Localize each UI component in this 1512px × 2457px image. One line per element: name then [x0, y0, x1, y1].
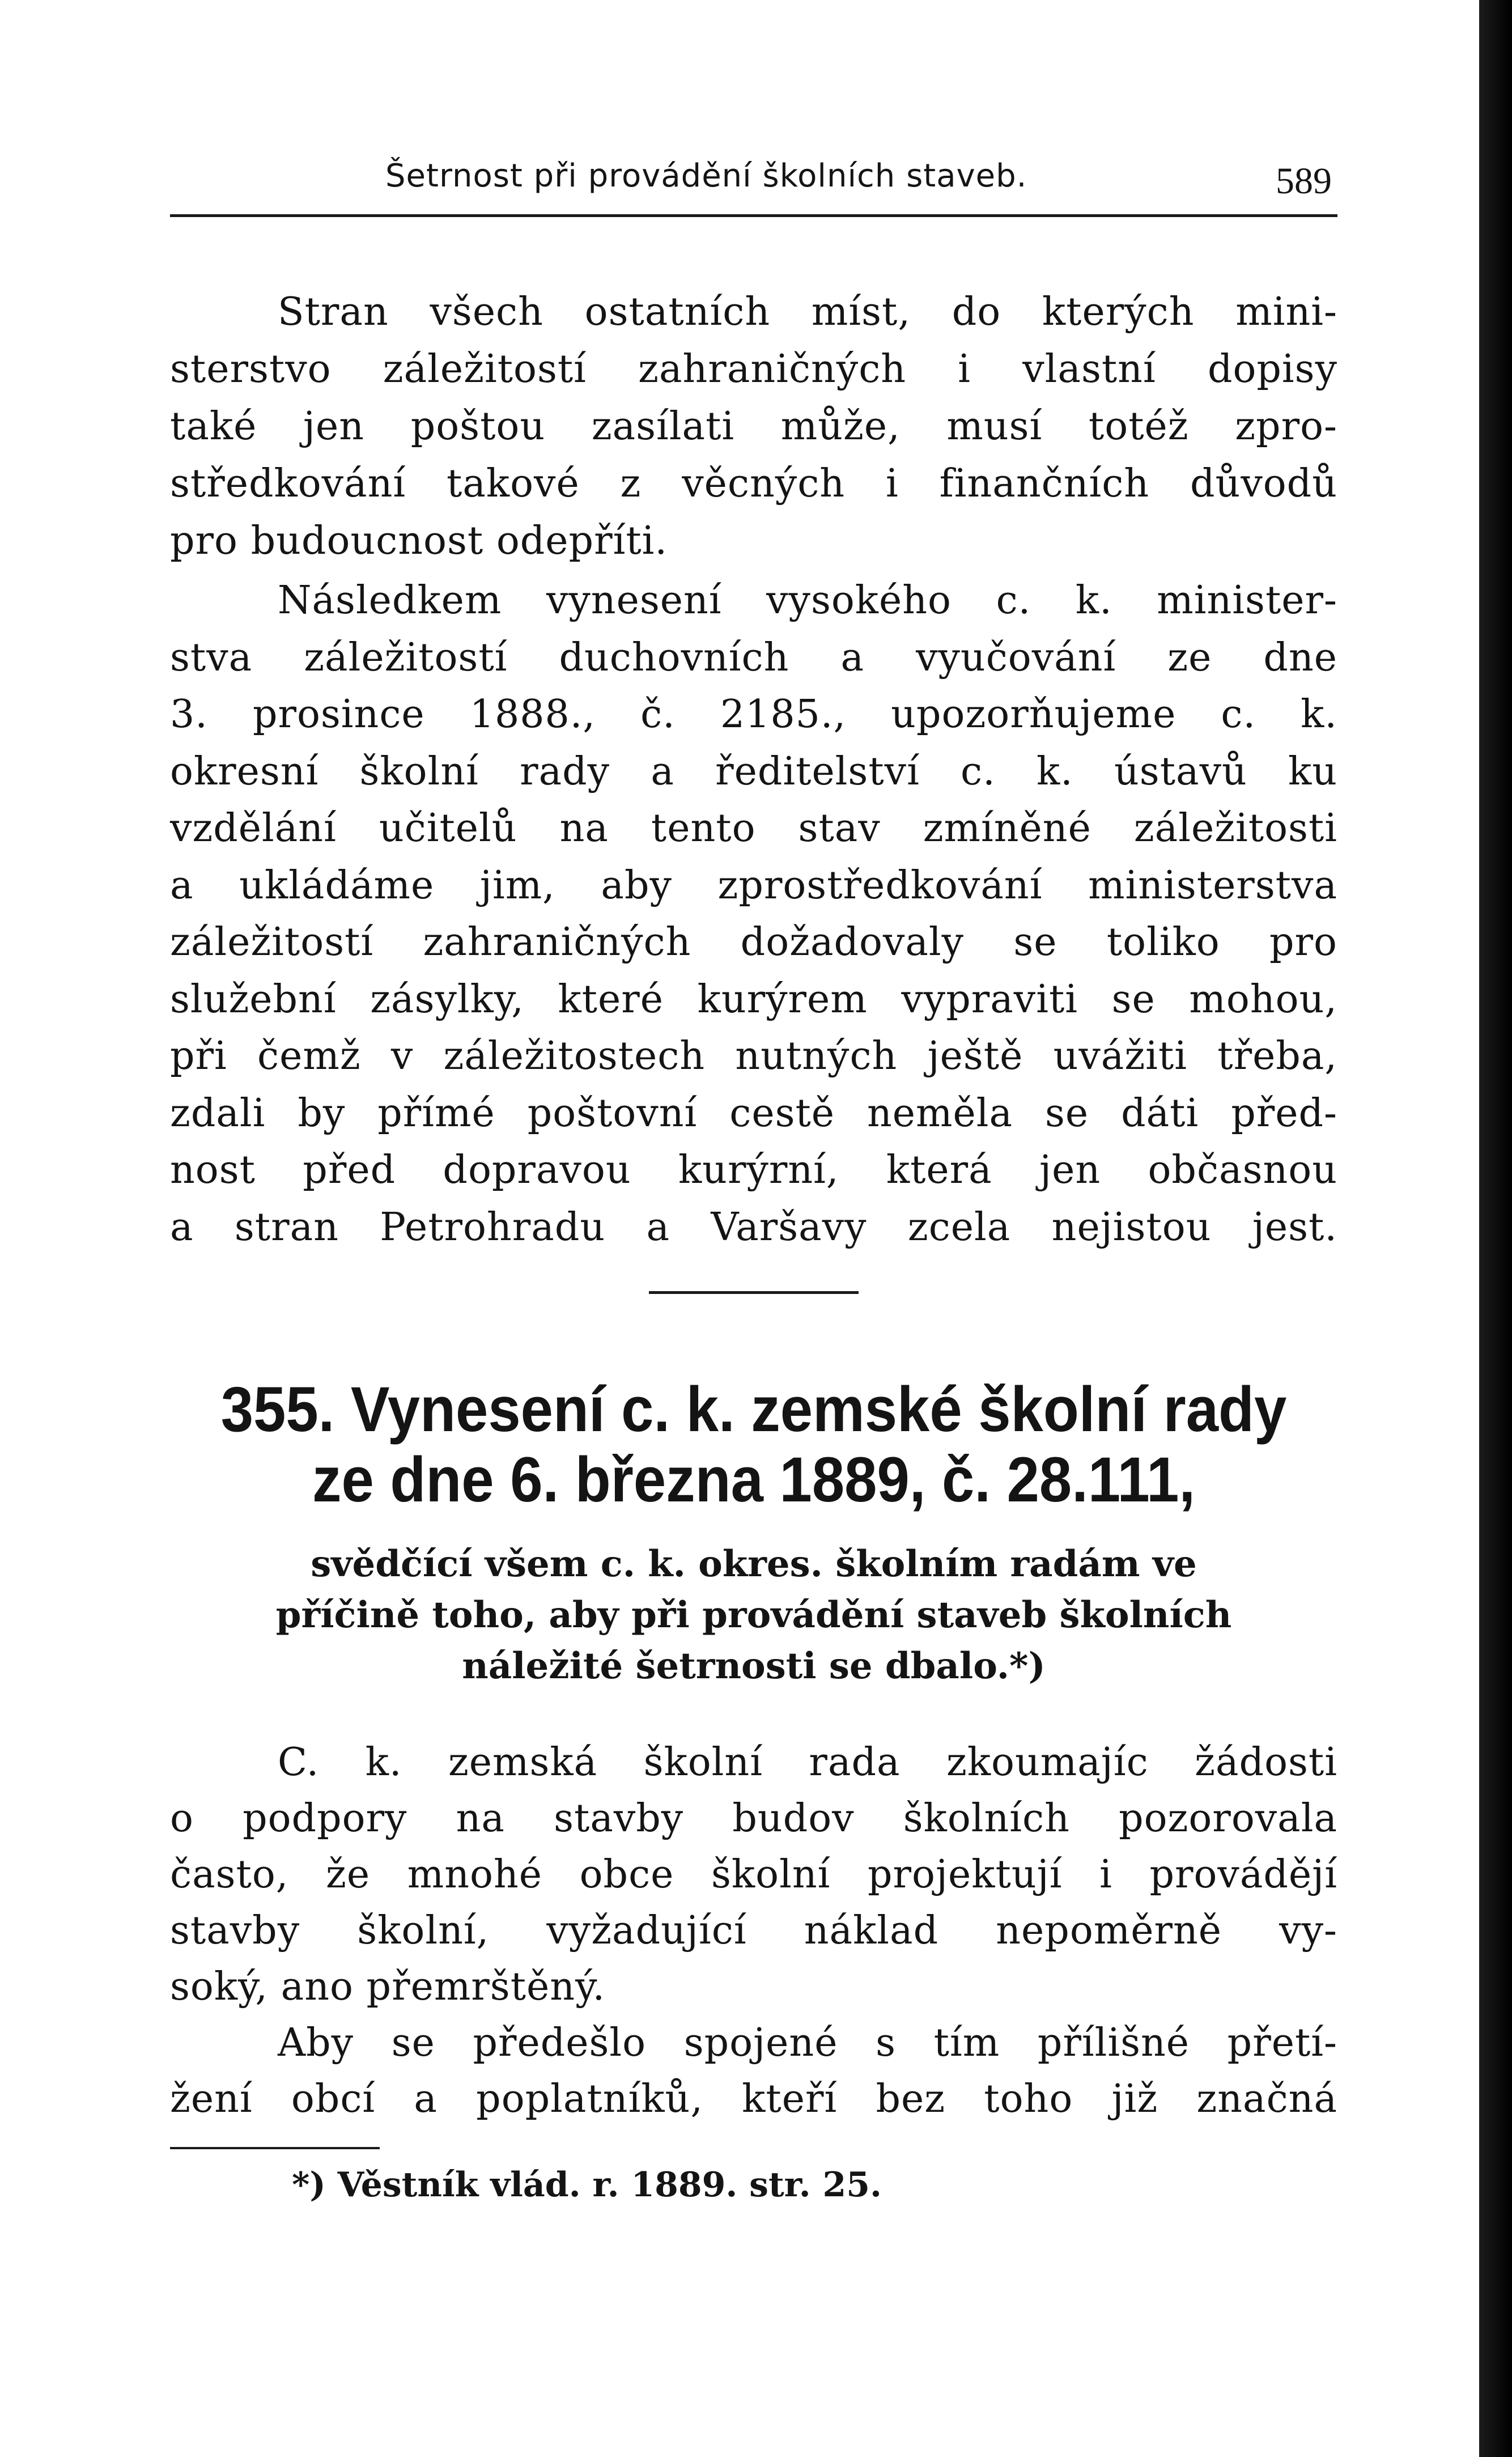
footnote: *) Věstník vlád. r. 1889. str. 25. [292, 2165, 882, 2205]
text-line: 3. prosince 1888., č. 2185., upozorňujeme c. k. [170, 692, 1337, 737]
text-line: nost před dopravou kurýrní, která jen občasnou [170, 1148, 1337, 1193]
text-line: C. k. zemská školní rada zkoumajíc žádosti [278, 1740, 1337, 1785]
text-line: Stran všech ostatních míst, do kterých mini- [278, 290, 1337, 334]
text-line: stavby školní, vyžadující náklad nepoměrně vy- [170, 1908, 1337, 1953]
text-line: Aby se předešlo spojené s tím přílišné přetí- [278, 2021, 1337, 2065]
text-line: soký, ano přemrštěný. [170, 1964, 606, 2009]
text-line: středkování takové z věcných i finančních důvodů [170, 461, 1337, 506]
text-line: a ukládáme jim, aby zprostředkování ministerstva [170, 863, 1337, 908]
text-line: a stran Petrohradu a Varšavy zcela nejistou jest. [170, 1204, 1337, 1250]
section-heading [216, 1374, 1290, 1515]
text-line: záležitostí zahraničných dožadovaly se toliko pro [170, 920, 1337, 965]
text-line: také jen poštou zasílati může, musí totéž zpro- [170, 404, 1337, 449]
text-line: Následkem vynesení vysokého c. k. minister- [278, 578, 1337, 623]
paragraph-4 [170, 2015, 1337, 2127]
text-line: služební zásylky, které kurýrem vypraviti se mohou, [170, 977, 1337, 1022]
heading-line: ze dne 6. března 1889, č. 28.111, [312, 1444, 1196, 1515]
section-subtitle [170, 1539, 1337, 1692]
subtitle-line: příčině toho, aby při provádění staveb školních [275, 1594, 1232, 1636]
paragraph-3 [170, 1734, 1337, 2015]
text-line: sterstvo záležitostí zahraničných i vlastní dopisy [170, 347, 1337, 392]
paragraph-2 [170, 572, 1337, 1256]
text-line: stva záležitostí duchovních a vyučování ze dne [170, 635, 1337, 680]
subtitle-line: svědčící všem c. k. okres. školním radám ve [311, 1543, 1197, 1585]
text-line: o podpory na stavby budov školních pozorovala [170, 1796, 1337, 1841]
subtitle-line: náležité šetrnosti se dbalo.*) [462, 1645, 1046, 1687]
section-separator [649, 1291, 859, 1294]
footnote-rule [170, 2147, 380, 2149]
text-line: často, že mnohé obce školní projektují i provádějí [170, 1852, 1337, 1897]
text-line: žení obcí a poplatníků, kteří bez toho již značná [170, 2077, 1337, 2121]
page-number: 589 [1276, 160, 1332, 202]
text-line: při čemž v záležitostech nutných ještě uvážiti třeba, [170, 1034, 1337, 1079]
scan-edge-shadow [1479, 0, 1512, 2457]
running-header [170, 152, 1337, 209]
text-line: okresní školní rady a ředitelství c. k. ústavů ku [170, 749, 1337, 794]
text-line: vzdělání učitelů na tento stav zmíněné záležitosti [170, 806, 1337, 851]
text-line: zdali by přímé poštovní cestě neměla se dáti před- [170, 1090, 1337, 1136]
header-rule [170, 214, 1337, 217]
paragraph-1 [170, 283, 1337, 570]
text-line: pro budoucnost odepříti. [170, 519, 668, 563]
running-title: Šetrnost při provádění školních staveb. [385, 158, 1027, 194]
heading-line: 355. Vynesení c. k. zemské školní rady [220, 1374, 1287, 1445]
